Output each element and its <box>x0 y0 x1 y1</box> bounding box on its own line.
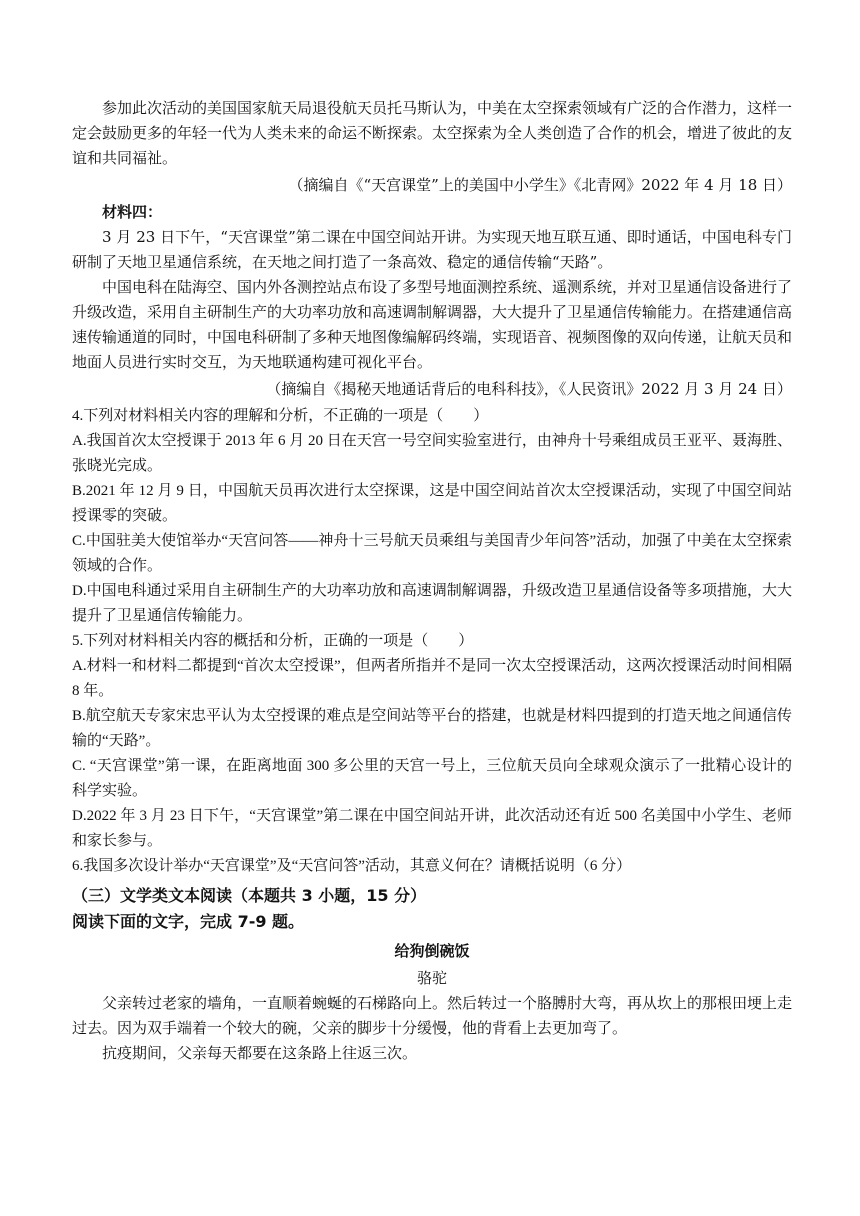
question-4-option-a: A.我国首次太空授课于 2013 年 6 月 20 日在天宫一号空间实验室进行，由神舟十号乘组成员王亚平、聂海胜、张晓光完成。 <box>72 433 792 474</box>
source-citation: （摘编自《“天宫课堂”上的美国中小学生》《北青网》2022 年 4 月 18 日） <box>288 176 792 194</box>
material4-paragraph-2: 中国电科在陆海空、国内外各测控站点布设了多型号地面测控系统、遥测系统，并对卫星通信设备进行了升级改造，采用自主研制生产的大功率功放和高速调制解调器，大大提升了卫星通信传输能力。在搭建通信高速传输通道的同时，中国电科研制了多种天地图像编解码终端，实现语音、视频图像的双向传递，让航天员和地面人员进行实时交互，为天地联通构建可视化平台。 <box>72 278 793 371</box>
question-4-option-d: D.中国电科通过采用自主研制生产的大功率功放和高速调制解调器，升级改造卫星通信设备等多项措施，大大提升了卫星通信传输能力。 <box>72 583 792 624</box>
question-5-option-a: A.材料一和材料二都提到“首次太空授课”，但两者所指并不是同一次太空授课活动，这两次授课活动时间相隔 8 年。 <box>72 658 792 699</box>
story-author: 骆驼 <box>416 969 447 987</box>
question-4-option-c: C.中国驻美大使馆举办“天宫问答——神舟十三号航天员乘组与美国青少年问答”活动，加强了中美在太空探索领域的合作。 <box>72 533 792 574</box>
story-title: 给狗倒碗饭 <box>394 942 470 960</box>
question-5-option-c: C. “天宫课堂”第一课，在距离地面 300 多公里的天宫一号上，三位航天员向全球观众演示了一批精心设计的科学实验。 <box>72 758 792 799</box>
question-5-option-d: D.2022 年 3 月 23 日下午，“天宫课堂”第二课在中国空间站开讲，此次活动还有近 500 名美国中小学生、老师和家长参与。 <box>72 808 792 849</box>
question-5: 5.下列对材料相关内容的概括和分析，正确的一项是（ ） <box>72 633 474 649</box>
material4-label: 材料四： <box>102 203 163 221</box>
section-instruction: 阅读下面的文字，完成 7-9 题。 <box>72 912 305 931</box>
exam-page <box>72 96 792 1066</box>
question-5-option-b: B.航空航天专家宋忠平认为太空授课的难点是空间站等平台的搭建，也就是材料四提到的打造天地之间通信传输的“天路”。 <box>72 708 792 749</box>
story-paragraph-1: 父亲转过老家的墙角，一直顺着蜿蜒的石梯路向上。然后转过一个胳膊肘大弯，再从坎上的那根田埂上走过去。因为双手端着一个较大的碗，父亲的脚步十分缓慢，他的背看上去更加弯了。 <box>72 994 793 1037</box>
question-6: 6.我国多次设计举办“天宫课堂”及“天宫问答”活动，其意义何在？请概括说明（6 分） <box>72 858 632 874</box>
section-heading: （三）文学类文本阅读（本题共 3 小题，15 分） <box>72 886 427 905</box>
question-4-option-b: B.2021 年 12 月 9 日，中国航天员再次进行太空探课，这是中国空间站首次太空授课活动，实现了中国空间站授课零的突破。 <box>72 483 792 524</box>
source-citation: （摘编自《揭秘天地通话背后的电科科技》，《人民资讯》2022 月 3 月 24 日） <box>266 380 792 398</box>
story-paragraph-2: 抗疫期间，父亲每天都要在这条路上往返三次。 <box>102 1044 418 1062</box>
material4-paragraph-1: 3 月 23 日下午，“天宫课堂”第二课在中国空间站开讲。为实现天地互联互通、即时通话，中国电科专门研制了天地卫星通信系统，在天地之间打造了一条高效、稳定的通信传输“天路”。 <box>72 228 792 271</box>
question-4: 4.下列对材料相关内容的理解和分析，不正确的一项是（ ） <box>72 408 489 424</box>
material3-paragraph: 参加此次活动的美国国家航天局退役航天员托马斯认为，中美在太空探索领域有广泛的合作潜力，这样一定会鼓励更多的年轻一代为人类未来的命运不断探索。太空探索为全人类创造了合作的机会，增进了彼此的友谊和共同福祉。 <box>72 99 793 167</box>
